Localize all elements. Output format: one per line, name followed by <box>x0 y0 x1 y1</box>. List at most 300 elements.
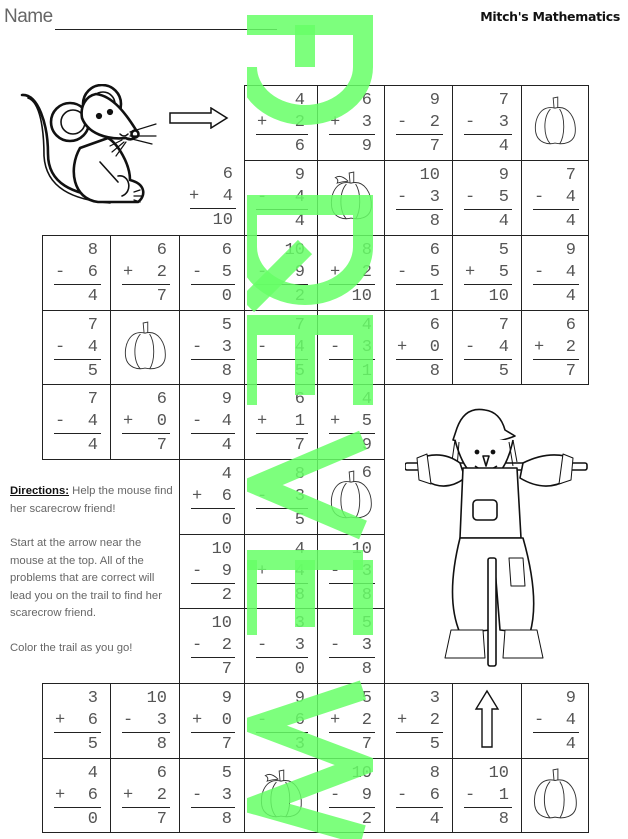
first-addend: 4 <box>294 540 305 559</box>
answer: 0 <box>87 810 98 829</box>
maze-problem-cell[interactable] <box>179 459 245 535</box>
answer: 5 <box>498 362 509 381</box>
first-addend: 6 <box>156 764 167 783</box>
maze-problem-cell[interactable] <box>317 758 385 833</box>
answer-rule <box>396 284 443 285</box>
problem <box>111 236 179 310</box>
problem <box>245 236 317 310</box>
second-number: 4 <box>222 187 233 206</box>
pumpkin-icon <box>529 767 581 825</box>
maze-problem-cell[interactable] <box>244 310 318 385</box>
problem <box>180 535 244 608</box>
maze-problem-cell[interactable] <box>179 758 245 833</box>
answer: 6 <box>294 137 305 156</box>
answer: 0 <box>221 511 232 530</box>
answer-rule <box>191 284 235 285</box>
answer-rule <box>256 209 308 210</box>
operator-and-second-number <box>55 710 98 731</box>
maze-problem-cell[interactable] <box>244 459 318 535</box>
operator: + <box>192 711 203 730</box>
first-addend: 6 <box>429 316 440 335</box>
problem <box>522 311 588 384</box>
problem <box>111 684 179 758</box>
operator-and-second-number <box>397 785 440 806</box>
answer: 7 <box>156 436 167 455</box>
first-addend: 4 <box>221 465 232 484</box>
first-addend: 9 <box>565 689 576 708</box>
operator: - <box>257 711 268 730</box>
problem <box>318 535 384 608</box>
second-number: 2 <box>429 711 440 730</box>
answer: 7 <box>156 810 167 829</box>
second-number: 4 <box>294 562 305 581</box>
answer: 0 <box>294 660 305 679</box>
second-number: 2 <box>361 263 372 282</box>
second-number: 2 <box>156 263 167 282</box>
operator-and-second-number <box>534 710 576 731</box>
maze-problem-cell[interactable] <box>384 85 453 161</box>
operator-and-second-number <box>534 337 576 358</box>
first-addend: 10 <box>419 166 440 185</box>
maze-problem-cell[interactable] <box>110 384 180 460</box>
second-number: 1 <box>294 412 305 431</box>
answer-rule <box>191 807 235 808</box>
operator-and-second-number <box>192 411 232 432</box>
first-addend: 7 <box>498 316 509 335</box>
maze-problem-cell[interactable] <box>521 310 589 385</box>
maze-problem-cell[interactable] <box>42 384 111 460</box>
name-label: Name <box>4 6 53 27</box>
operator: + <box>465 263 476 282</box>
maze-problem-cell[interactable] <box>384 235 453 311</box>
problem <box>245 161 317 235</box>
first-addend: 4 <box>361 390 372 409</box>
problem <box>522 236 588 310</box>
pumpkin-cell[interactable] <box>521 758 589 833</box>
operator: + <box>123 412 134 431</box>
second-number: 3 <box>361 338 372 357</box>
problem <box>453 311 521 384</box>
second-number: 4 <box>498 338 509 357</box>
problem <box>453 161 521 235</box>
operator: + <box>330 263 341 282</box>
first-addend: 4 <box>294 91 305 110</box>
first-addend: 3 <box>294 614 305 633</box>
first-addend: 3 <box>429 689 440 708</box>
problem <box>111 385 179 459</box>
second-number: 2 <box>565 338 576 357</box>
problem <box>43 684 110 758</box>
maze-problem-cell[interactable] <box>452 160 522 236</box>
answer-rule <box>54 284 101 285</box>
answer-rule <box>329 134 375 135</box>
answer-rule <box>54 433 101 434</box>
operator-and-second-number <box>55 411 98 432</box>
first-addend: 6 <box>565 316 576 335</box>
operator-and-second-number <box>123 710 167 731</box>
operator-and-second-number <box>123 785 167 806</box>
answer-rule <box>191 732 235 733</box>
second-number: 3 <box>498 113 509 132</box>
problem <box>180 759 244 832</box>
answer-rule <box>396 134 443 135</box>
first-addend: 4 <box>361 316 372 335</box>
problem <box>43 385 110 459</box>
maze-problem-cell[interactable] <box>384 310 453 385</box>
operator: - <box>192 636 203 655</box>
second-number: 2 <box>156 786 167 805</box>
operator: - <box>55 263 66 282</box>
maze-problem-cell[interactable] <box>244 85 318 161</box>
directions-outro: Color the trail as you go! <box>10 641 133 654</box>
answer: 8 <box>221 810 232 829</box>
second-number: 2 <box>221 636 232 655</box>
operator: + <box>257 562 268 581</box>
second-number: 6 <box>429 786 440 805</box>
operator: - <box>534 263 545 282</box>
answer-rule <box>329 807 375 808</box>
operator-and-second-number <box>330 337 372 358</box>
maze-problem-cell[interactable] <box>244 608 318 684</box>
problem <box>318 385 384 459</box>
second-number: 5 <box>498 188 509 207</box>
problem <box>385 684 452 758</box>
second-number: 4 <box>294 338 305 357</box>
operator-and-second-number <box>257 561 305 582</box>
answer-rule <box>122 433 170 434</box>
problem <box>522 161 588 235</box>
first-addend: 4 <box>87 764 98 783</box>
first-addend: 8 <box>429 764 440 783</box>
maze-problem-cell[interactable] <box>244 384 318 460</box>
answer-rule <box>464 134 512 135</box>
answer: 2 <box>361 810 372 829</box>
answer-rule <box>329 583 375 584</box>
operator-and-second-number <box>330 262 372 283</box>
operator-and-second-number <box>330 411 372 432</box>
answer: 7 <box>156 287 167 306</box>
answer-rule <box>122 732 170 733</box>
answer: 8 <box>498 810 509 829</box>
operator: - <box>55 338 66 357</box>
operator: + <box>123 263 134 282</box>
problem <box>522 684 588 758</box>
operator: - <box>534 188 545 207</box>
first-addend: 10 <box>351 764 372 783</box>
maze-problem-cell[interactable] <box>244 534 318 609</box>
answer-rule <box>464 209 512 210</box>
answer-rule <box>464 284 512 285</box>
second-number: 1 <box>498 786 509 805</box>
maze-problem-cell[interactable] <box>179 310 245 385</box>
answer-rule <box>396 732 443 733</box>
problem <box>385 759 452 832</box>
operator: - <box>465 338 476 357</box>
problem <box>245 535 317 608</box>
maze-problem-cell[interactable] <box>317 85 385 161</box>
problem <box>245 609 317 683</box>
maze-problem-cell[interactable] <box>452 235 522 311</box>
answer-rule <box>256 134 308 135</box>
pumpkin-cell[interactable] <box>110 310 180 385</box>
answer: 10 <box>488 287 509 306</box>
maze-problem-cell[interactable] <box>110 235 180 311</box>
answer: 8 <box>294 586 305 605</box>
pumpkin-cell[interactable] <box>521 85 589 161</box>
answer-rule <box>396 209 443 210</box>
second-number: 5 <box>361 412 372 431</box>
operator-and-second-number <box>465 112 509 133</box>
directions-heading: Directions: <box>10 485 70 497</box>
answer: 5 <box>87 362 98 381</box>
answer-rule <box>122 807 170 808</box>
problem <box>245 311 317 384</box>
second-number: 3 <box>361 113 372 132</box>
operator-and-second-number <box>330 785 372 806</box>
problem <box>318 236 384 310</box>
second-number: 4 <box>294 188 305 207</box>
directions-body: Start at the arrow near the mouse at the top. All of the problems that are correct will lead you on the trail to find her scarecrow friend. <box>10 537 162 619</box>
second-number: 6 <box>294 711 305 730</box>
maze-problem-cell[interactable] <box>452 758 522 833</box>
answer: 8 <box>156 735 167 754</box>
answer: 8 <box>361 660 372 679</box>
pumpkin-cell[interactable] <box>317 160 385 236</box>
answer: 1 <box>429 287 440 306</box>
second-number: 2 <box>294 113 305 132</box>
start-arrow-right-icon <box>169 107 229 133</box>
problem <box>245 684 317 758</box>
maze-problem-cell[interactable] <box>317 534 385 609</box>
maze-problem-cell[interactable] <box>244 683 318 759</box>
first-addend: 7 <box>87 316 98 335</box>
maze-problem-cell[interactable] <box>179 384 245 460</box>
answer: 8 <box>429 212 440 231</box>
answer-rule <box>256 732 308 733</box>
answer: 8 <box>429 362 440 381</box>
operator-and-second-number <box>192 486 232 507</box>
answer-rule <box>190 208 236 209</box>
second-number: 9 <box>361 786 372 805</box>
first-addend: 10 <box>284 241 305 260</box>
operator-and-second-number <box>257 262 305 283</box>
second-number: 6 <box>87 711 98 730</box>
operator-and-second-number <box>123 262 167 283</box>
first-addend: 3 <box>87 689 98 708</box>
answer-rule <box>54 807 101 808</box>
operator: + <box>189 187 200 206</box>
second-number: 3 <box>221 338 232 357</box>
answer-rule <box>256 657 308 658</box>
second-number: 4 <box>565 711 576 730</box>
first-addend: 9 <box>294 166 305 185</box>
pumpkin-icon <box>328 468 374 526</box>
pumpkin-icon <box>258 767 304 825</box>
maze-problem-cell[interactable] <box>317 683 385 759</box>
finish-arrow-up-cell[interactable] <box>452 683 522 759</box>
operator: - <box>397 263 408 282</box>
answer-rule <box>191 657 235 658</box>
operator-and-second-number <box>257 486 305 507</box>
answer: 8 <box>361 586 372 605</box>
maze-problem-cell[interactable] <box>452 310 522 385</box>
maze-problem-cell[interactable] <box>317 384 385 460</box>
second-number: 2 <box>361 711 372 730</box>
operator-and-second-number <box>189 186 233 207</box>
operator: + <box>330 412 341 431</box>
second-number: 6 <box>221 487 232 506</box>
answer: 2 <box>294 287 305 306</box>
second-number: 3 <box>294 636 305 655</box>
maze-problem-cell[interactable] <box>384 683 453 759</box>
operator: + <box>534 338 545 357</box>
pumpkin-cell[interactable] <box>244 758 318 833</box>
maze-problem-cell[interactable] <box>452 85 522 161</box>
second-number: 3 <box>361 562 372 581</box>
operator-and-second-number <box>330 561 372 582</box>
maze-problem-cell[interactable] <box>179 160 245 236</box>
maze-problem-cell[interactable] <box>244 160 318 236</box>
maze-problem-cell[interactable] <box>179 235 245 311</box>
operator: - <box>330 338 341 357</box>
problem <box>318 684 384 758</box>
brand-label: Mitch's Mathematics <box>480 9 620 24</box>
operator: + <box>330 113 341 132</box>
operator-and-second-number <box>397 337 440 358</box>
answer: 5 <box>429 735 440 754</box>
operator-and-second-number <box>192 785 232 806</box>
first-addend: 10 <box>211 614 232 633</box>
maze-problem-cell[interactable] <box>317 608 385 684</box>
operator: - <box>123 711 134 730</box>
maze-problem-cell[interactable] <box>521 160 589 236</box>
first-addend: 5 <box>221 316 232 335</box>
name-line[interactable] <box>55 29 277 30</box>
answer-rule <box>464 807 512 808</box>
answer: 7 <box>565 362 576 381</box>
maze-problem-cell[interactable] <box>384 758 453 833</box>
directions-panel <box>10 483 175 674</box>
problem <box>453 236 521 310</box>
maze-problem-cell[interactable] <box>317 310 385 385</box>
first-addend: 9 <box>294 689 305 708</box>
answer-rule <box>329 433 375 434</box>
answer-rule <box>396 807 443 808</box>
maze-problem-cell[interactable] <box>110 683 180 759</box>
operator-and-second-number <box>330 112 372 133</box>
operator: - <box>465 786 476 805</box>
second-number: 4 <box>565 188 576 207</box>
first-addend: 6 <box>156 241 167 260</box>
maze-problem-cell[interactable] <box>244 235 318 311</box>
first-addend: 6 <box>222 165 233 184</box>
answer-rule <box>256 284 308 285</box>
maze-problem-cell[interactable] <box>42 310 111 385</box>
answer-rule <box>256 508 308 509</box>
answer: 7 <box>294 436 305 455</box>
first-addend: 7 <box>87 390 98 409</box>
first-addend: 5 <box>221 764 232 783</box>
second-number: 5 <box>429 263 440 282</box>
pumpkin-icon <box>532 94 578 152</box>
maze-problem-cell[interactable] <box>42 758 111 833</box>
first-addend: 6 <box>294 390 305 409</box>
answer-rule <box>256 433 308 434</box>
operator: - <box>192 786 203 805</box>
operator: - <box>192 562 203 581</box>
second-number: 2 <box>429 113 440 132</box>
answer: 4 <box>87 436 98 455</box>
maze-problem-cell[interactable] <box>521 683 589 759</box>
operator: - <box>257 636 268 655</box>
operator-and-second-number <box>465 262 509 283</box>
maze-problem-cell[interactable] <box>521 235 589 311</box>
problem <box>453 86 521 160</box>
answer: 4 <box>565 735 576 754</box>
pumpkin-cell[interactable] <box>317 459 385 535</box>
answer: 7 <box>221 660 232 679</box>
first-addend: 5 <box>361 614 372 633</box>
operator-and-second-number <box>55 337 98 358</box>
answer: 4 <box>565 212 576 231</box>
answer: 5 <box>87 735 98 754</box>
operator: - <box>330 786 341 805</box>
maze-problem-cell[interactable] <box>42 235 111 311</box>
answer: 4 <box>221 436 232 455</box>
second-number: 4 <box>221 412 232 431</box>
answer: 9 <box>361 137 372 156</box>
operator: + <box>55 711 66 730</box>
second-number: 3 <box>156 711 167 730</box>
first-addend: 8 <box>294 465 305 484</box>
answer-rule <box>533 732 579 733</box>
operator-and-second-number <box>397 112 440 133</box>
problem <box>318 86 384 160</box>
maze-problem-cell[interactable] <box>384 160 453 236</box>
maze-problem-cell[interactable] <box>179 608 245 684</box>
operator-and-second-number <box>257 710 305 731</box>
second-number: 6 <box>87 786 98 805</box>
answer: 5 <box>294 511 305 530</box>
problem <box>385 161 452 235</box>
operator-and-second-number <box>397 262 440 283</box>
answer: 4 <box>429 810 440 829</box>
first-addend: 5 <box>361 689 372 708</box>
maze-problem-cell[interactable] <box>179 534 245 609</box>
maze-problem-cell[interactable] <box>42 683 111 759</box>
answer: 3 <box>294 735 305 754</box>
answer-rule <box>329 732 375 733</box>
problem <box>43 311 110 384</box>
first-addend: 9 <box>565 241 576 260</box>
maze-problem-cell[interactable] <box>179 683 245 759</box>
operator: - <box>55 412 66 431</box>
operator-and-second-number <box>534 262 576 283</box>
first-addend: 10 <box>146 689 167 708</box>
problem <box>318 759 384 832</box>
answer-rule <box>329 657 375 658</box>
second-number: 6 <box>87 263 98 282</box>
answer: 10 <box>212 211 233 230</box>
second-number: 5 <box>221 263 232 282</box>
maze-problem-cell[interactable] <box>110 758 180 833</box>
answer-rule <box>256 359 308 360</box>
maze-problem-cell[interactable] <box>317 235 385 311</box>
operator: - <box>257 487 268 506</box>
second-number: 4 <box>87 338 98 357</box>
operator-and-second-number <box>534 187 576 208</box>
operator: - <box>257 338 268 357</box>
